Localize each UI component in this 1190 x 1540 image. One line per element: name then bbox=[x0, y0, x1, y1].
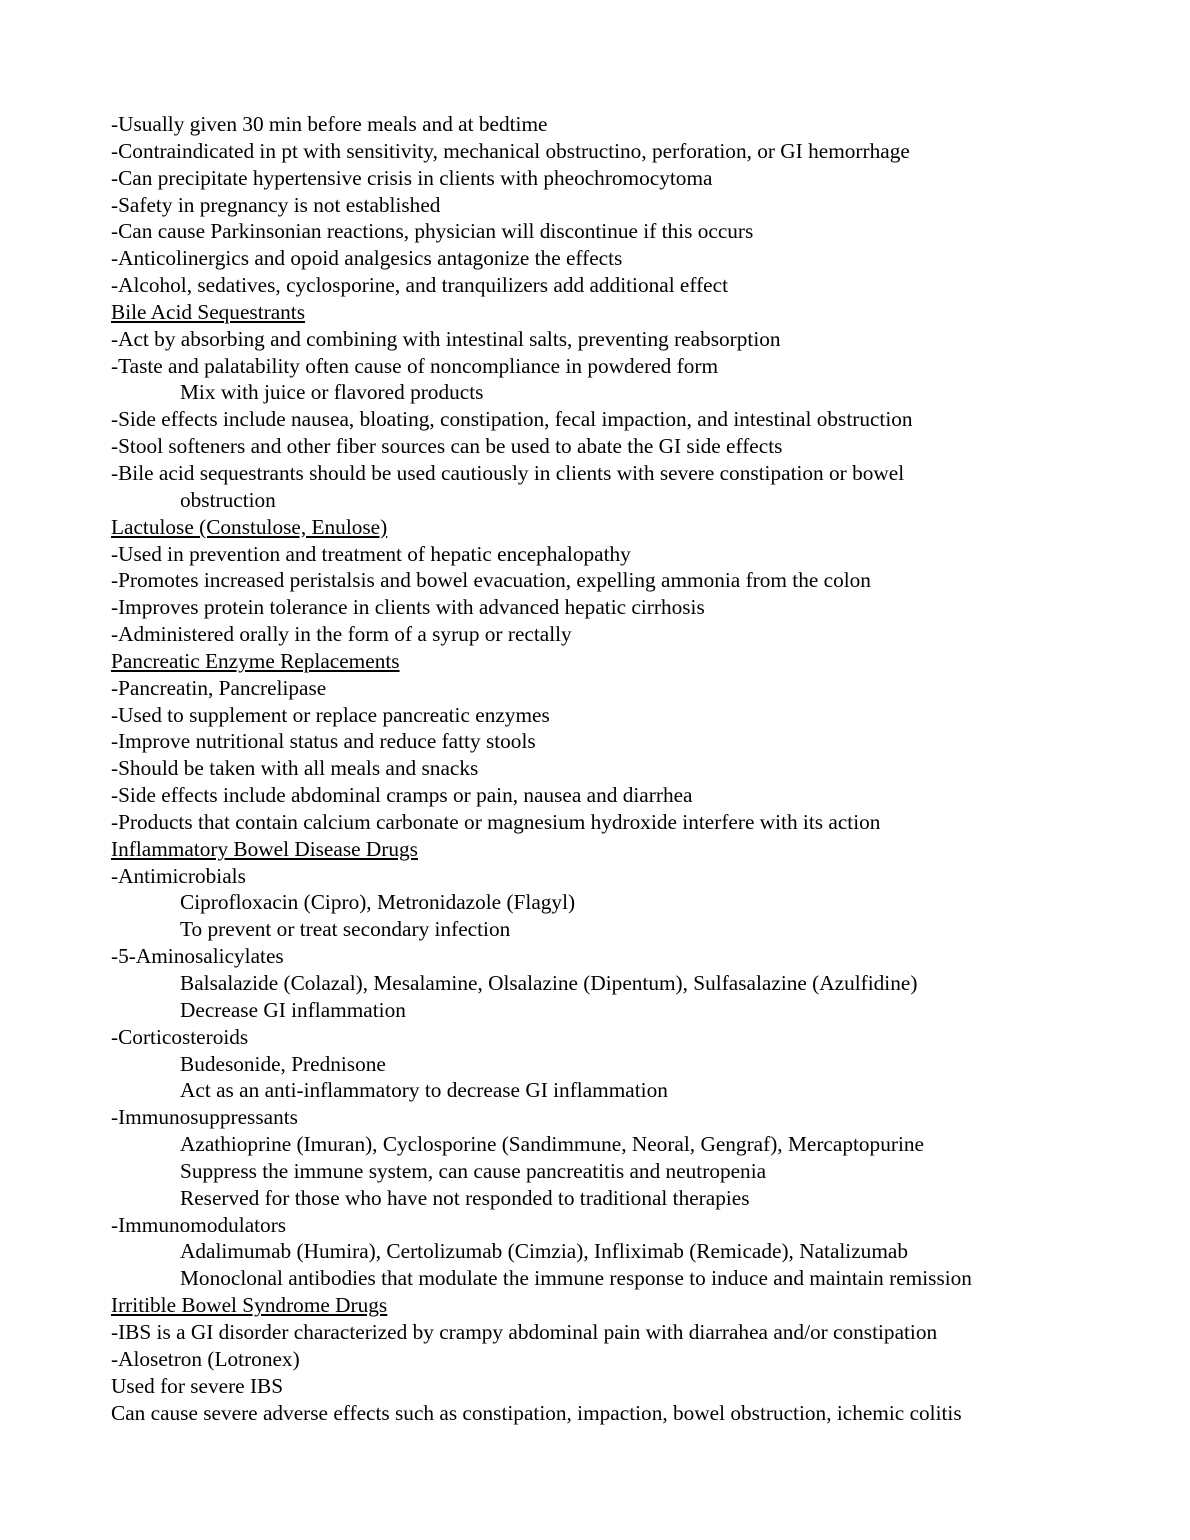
sub-item: Monoclonal antibodies that modulate the immune response to induce and maintain remission bbox=[180, 1266, 972, 1291]
list-item: -IBS is a GI disorder characterized by crampy abdominal pain with diarrahea and/or constipation bbox=[111, 1319, 938, 1344]
list-item: -Taste and palatability often cause of noncompliance in powdered form bbox=[111, 353, 719, 378]
list-item: -Antimicrobials bbox=[111, 863, 246, 888]
sub-item: Ciprofloxacin (Cipro), Metronidazole (Flagyl) bbox=[180, 890, 576, 915]
list-item: -Immunomodulators bbox=[111, 1212, 287, 1237]
section-heading: Pancreatic Enzyme Replacements bbox=[111, 648, 400, 673]
sub-item: Mix with juice or flavored products bbox=[180, 380, 484, 405]
list-item: -5-Aminosalicylates bbox=[111, 944, 284, 969]
sub-item: To prevent or treat secondary infection bbox=[180, 917, 511, 942]
list-item: -Contraindicated in pt with sensitivity, mechanical obstructino, perforation, or GI hemorrhage bbox=[111, 138, 910, 163]
list-item: -Usually given 30 min before meals and at bedtime bbox=[111, 112, 548, 136]
list-item: -Pancreatin, Pancrelipase bbox=[111, 675, 327, 700]
list-item: -Can cause Parkinsonian reactions, physician will discontinue if this occurs bbox=[111, 219, 754, 244]
list-item: -Stool softeners and other fiber sources can be used to abate the GI side effects bbox=[111, 434, 783, 459]
list-item: -Improves protein tolerance in clients with advanced hepatic cirrhosis bbox=[111, 595, 705, 620]
list-item: Can cause severe adverse effects such as constipation, impaction, bowel obstruction, ichemic colitis bbox=[111, 1400, 962, 1425]
list-item: -Administered orally in the form of a syrup or rectally bbox=[111, 622, 572, 647]
section-heading: Irritible Bowel Syndrome Drugs bbox=[111, 1293, 388, 1318]
list-item: -Bile acid sequestrants should be used cautiously in clients with severe constipation or bowel bbox=[111, 460, 905, 485]
list-item: -Used to supplement or replace pancreatic enzymes bbox=[111, 702, 550, 727]
list-item: Used for severe IBS bbox=[111, 1373, 284, 1398]
sub-item: Suppress the immune system, can cause pancreatitis and neutropenia bbox=[180, 1158, 767, 1183]
list-item: -Can precipitate hypertensive crisis in clients with pheochromocytoma bbox=[111, 165, 713, 190]
list-item: -Used in prevention and treatment of hepatic encephalopathy bbox=[111, 541, 631, 566]
list-item: -Products that contain calcium carbonate or magnesium hydroxide interfere with its action bbox=[111, 809, 881, 834]
list-item: -Should be taken with all meals and snacks bbox=[111, 756, 479, 781]
sub-item: Reserved for those who have not responded to traditional therapies bbox=[180, 1185, 750, 1210]
list-item: -Promotes increased peristalsis and bowel evacuation, expelling ammonia from the colon bbox=[111, 568, 871, 593]
sub-item: Decrease GI inflammation bbox=[180, 997, 406, 1022]
list-item: -Side effects include abdominal cramps or pain, nausea and diarrhea bbox=[111, 783, 693, 808]
list-item: -Improve nutritional status and reduce fatty stools bbox=[111, 729, 536, 754]
sub-item: Adalimumab (Humira), Certolizumab (Cimzia), Infliximab (Remicade), Natalizumab bbox=[180, 1239, 908, 1264]
list-item: -Corticosteroids bbox=[111, 1024, 249, 1049]
list-item: -Alosetron (Lotronex) bbox=[111, 1346, 300, 1371]
sub-item: Balsalazide (Colazal), Mesalamine, Olsalazine (Dipentum), Sulfasalazine (Azulfidine) bbox=[180, 971, 918, 995]
list-item: -Safety in pregnancy is not established bbox=[111, 192, 441, 217]
list-item: -Immunosuppressants bbox=[111, 1105, 298, 1130]
section-heading: Bile Acid Sequestrants bbox=[111, 299, 306, 324]
sub-item: Budesonide, Prednisone bbox=[180, 1051, 386, 1076]
document-body bbox=[111, 111, 1111, 1426]
list-item: -Anticolinergics and opoid analgesics antagonize the effects bbox=[111, 246, 623, 271]
list-item: -Alcohol, sedatives, cyclosporine, and tranquilizers add additional effect bbox=[111, 273, 729, 298]
sub-item: Act as an anti-inflammatory to decrease GI inflammation bbox=[180, 1078, 668, 1103]
sub-item: Azathioprine (Imuran), Cyclosporine (Sandimmune, Neoral, Gengraf), Mercaptopurine bbox=[180, 1132, 924, 1157]
list-item: -Side effects include nausea, bloating, constipation, fecal impaction, and intestinal obstruction bbox=[111, 407, 913, 432]
section-heading: Inflammatory Bowel Disease Drugs bbox=[111, 836, 418, 861]
section-heading: Lactulose (Constulose, Enulose) bbox=[111, 514, 388, 539]
list-item: -Act by absorbing and combining with intestinal salts, preventing reabsorption bbox=[111, 326, 781, 351]
sub-item: obstruction bbox=[180, 487, 276, 512]
